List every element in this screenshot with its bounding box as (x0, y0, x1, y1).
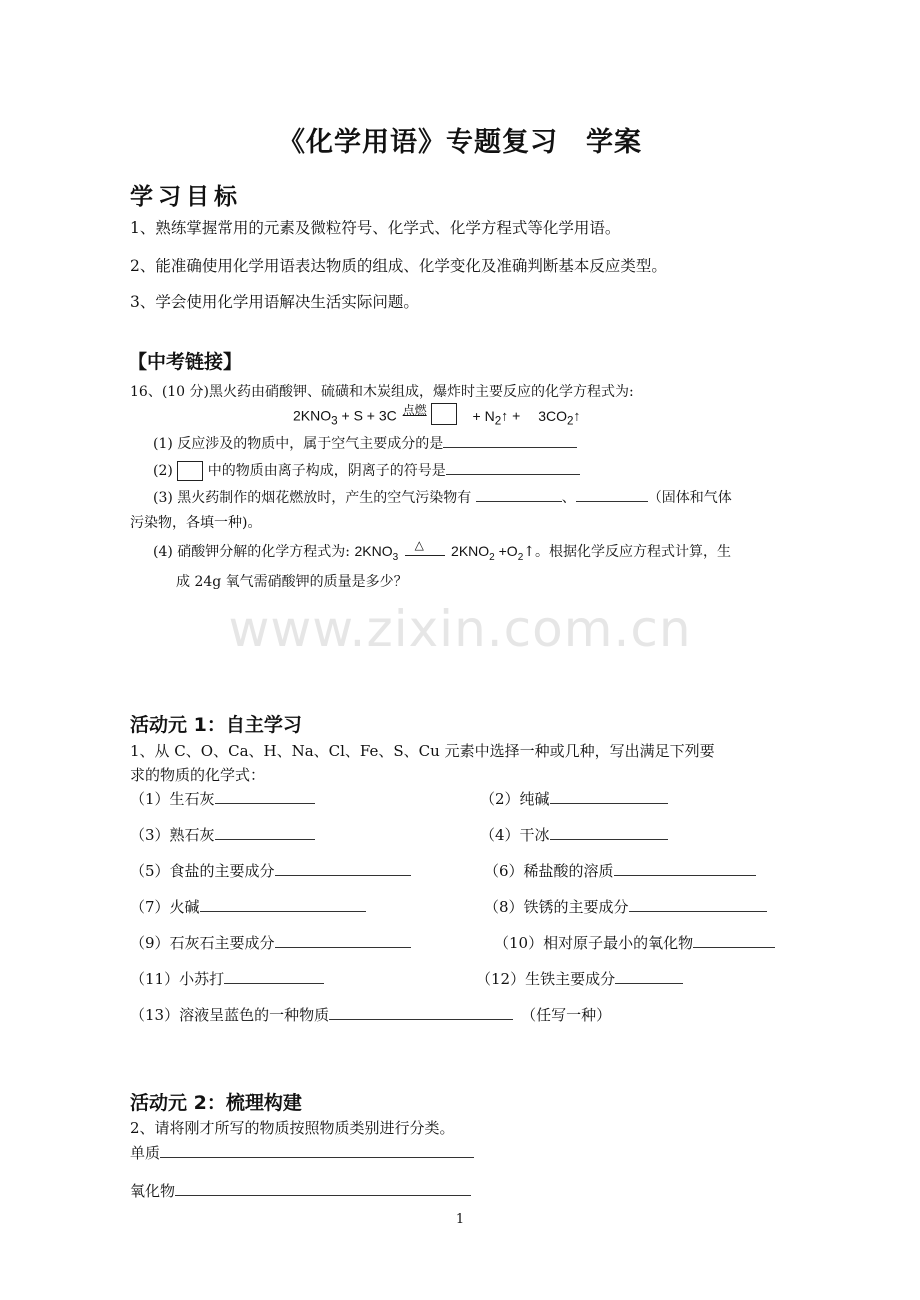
eq-subscript: 2 (517, 551, 524, 563)
page-number: 1 (455, 1212, 465, 1227)
answer-blank[interactable] (614, 860, 756, 876)
item-label: （8）铁锈的主要成分 (484, 898, 629, 916)
eq-reactant-kno3: 2KNO (293, 407, 332, 424)
answer-blank[interactable] (615, 968, 683, 984)
eq-subscript: 3 (331, 414, 338, 428)
answer-blank[interactable] (443, 432, 577, 448)
question-4-continued: 成 24g 氧气需硝酸钾的质量是多少？ (176, 574, 408, 590)
question-3-text: (3) 黑火药制作的烟花燃放时，产生的空气污染物有 (153, 490, 472, 506)
question-4 (153, 538, 731, 563)
answer-blank[interactable] (275, 860, 411, 876)
activity2-intro: 2、请将刚才所写的物质按照物质类别进行分类。 (130, 1119, 455, 1137)
item-10 (494, 932, 775, 953)
question-1 (153, 432, 577, 453)
answer-blank[interactable] (576, 486, 648, 502)
answer-blank[interactable] (160, 1142, 474, 1158)
eq-reactants-rest: + S + 3C (337, 407, 397, 424)
question-1-text: (1) 反应涉及的物质中，属于空气主要成分的是 (153, 436, 444, 452)
answer-blank[interactable] (550, 824, 668, 840)
eq-subscript: 2 (489, 551, 495, 563)
item-label: （1）生石灰 (130, 790, 215, 808)
item-4 (480, 824, 668, 845)
eq-arrow: ↑ (573, 407, 581, 424)
exam-heading: 【中考链接】 (128, 351, 243, 373)
item-8 (484, 896, 767, 917)
item-13 (130, 1004, 611, 1025)
eq-kno2: 2KNO (451, 543, 490, 559)
item-label: （2）纯碱 (480, 790, 550, 808)
answer-blank[interactable] (215, 824, 315, 840)
question-3 (153, 486, 732, 507)
item-label: （7）火碱 (130, 898, 200, 916)
eq-arrow: ↑ + (501, 407, 521, 424)
item-label: （11）小苏打 (130, 970, 225, 988)
watermark: www.zixin.com.cn (228, 600, 692, 658)
item-1 (130, 788, 315, 809)
item-5 (130, 860, 411, 881)
activity1-intro-cont: 求的物质的化学式： (130, 766, 266, 784)
question-4-text: (4) 硝酸钾分解的化学方程式为: (153, 544, 350, 560)
answer-blank[interactable] (476, 486, 562, 502)
eq-subscript: 3 (392, 551, 399, 563)
item-label: （13）溶液呈蓝色的一种物质 (130, 1006, 330, 1024)
goal-2: 2、能准确使用化学用语表达物质的组成、化学变化及准确判断基本反应类型。 (130, 257, 667, 275)
unknown-product-box (177, 461, 203, 481)
question-2 (153, 459, 580, 481)
eq-n2: + N (472, 407, 495, 424)
answer-blank[interactable] (693, 932, 775, 948)
heat-symbol: △ (414, 538, 424, 552)
category-label: 单质 (130, 1144, 161, 1162)
reaction-equation (293, 403, 581, 428)
answer-blank[interactable] (329, 1004, 513, 1020)
eq-co2: 3CO (538, 407, 567, 424)
activity2-heading: 活动元 2：梳理构建 (130, 1092, 302, 1114)
item-label: （10）相对原子最小的氧化物 (494, 934, 694, 952)
item-label: （5）食盐的主要成分 (130, 862, 275, 880)
answer-blank[interactable] (275, 932, 411, 948)
eq-subscript: 2 (494, 414, 502, 428)
eq-subscript: 2 (566, 414, 574, 428)
item-7 (130, 896, 366, 917)
eq-condition: 点燃 (402, 403, 427, 417)
answer-blank[interactable] (175, 1180, 471, 1196)
category-row (130, 1142, 474, 1163)
question-2-text: 中的物质由离子构成，阴离子的符号是 (207, 463, 446, 479)
unknown-product-box (431, 403, 457, 425)
question-3-tail: （固体和气体 (647, 490, 732, 506)
item-3 (130, 824, 315, 845)
item-label: （12）生铁主要成分 (476, 970, 616, 988)
question-3-continued: 污染物，各填一种)。 (130, 515, 262, 531)
item-11 (130, 968, 324, 989)
item-label: （6）稀盐酸的溶质 (484, 862, 614, 880)
answer-blank[interactable] (550, 788, 668, 804)
item-2 (480, 788, 668, 809)
eq-condition-arrow (401, 403, 459, 427)
goal-3: 3、学会使用化学用语解决生活实际问题。 (130, 293, 419, 311)
item-13-tail: （任写一种） (521, 1006, 612, 1024)
separator: 、 (561, 490, 576, 506)
exam-intro: 16、(10 分)黑火药由硝酸钾、硫磺和木炭组成，爆炸时主要反应的化学方程式为: (130, 384, 634, 400)
goal-1: 1、熟练掌握常用的元素及微粒符号、化学式、化学方程式等化学用语。 (130, 219, 621, 237)
question-2-number: (2) (153, 463, 173, 479)
eq-kno3: 2KNO (354, 543, 393, 559)
item-6 (484, 860, 756, 881)
answer-blank[interactable] (200, 896, 366, 912)
heat-arrow (403, 538, 447, 560)
eq-o2: +O (494, 543, 518, 559)
item-9 (130, 932, 411, 953)
item-12 (476, 968, 683, 989)
item-label: （9）石灰石主要成分 (130, 934, 275, 952)
item-label: （3）熟石灰 (130, 826, 215, 844)
activity1-intro: 1、从 C、O、Ca、H、Na、Cl、Fe、S、Cu 元素中选择一种或几种，写出满足下列要 (130, 742, 715, 760)
activity1-heading: 活动元 1：自主学习 (130, 714, 302, 736)
page-title: 《化学用语》专题复习 学案 (278, 127, 642, 158)
answer-blank[interactable] (446, 459, 580, 475)
answer-blank[interactable] (224, 968, 324, 984)
category-row (130, 1180, 471, 1201)
answer-blank[interactable] (629, 896, 767, 912)
equals-line (405, 555, 445, 556)
goals-heading: 学习目标 (130, 184, 242, 210)
question-4-tail: ↑。根据化学反应方程式计算，生 (523, 544, 731, 560)
category-label: 氧化物 (130, 1182, 176, 1200)
item-label: （4）干冰 (480, 826, 550, 844)
answer-blank[interactable] (215, 788, 315, 804)
